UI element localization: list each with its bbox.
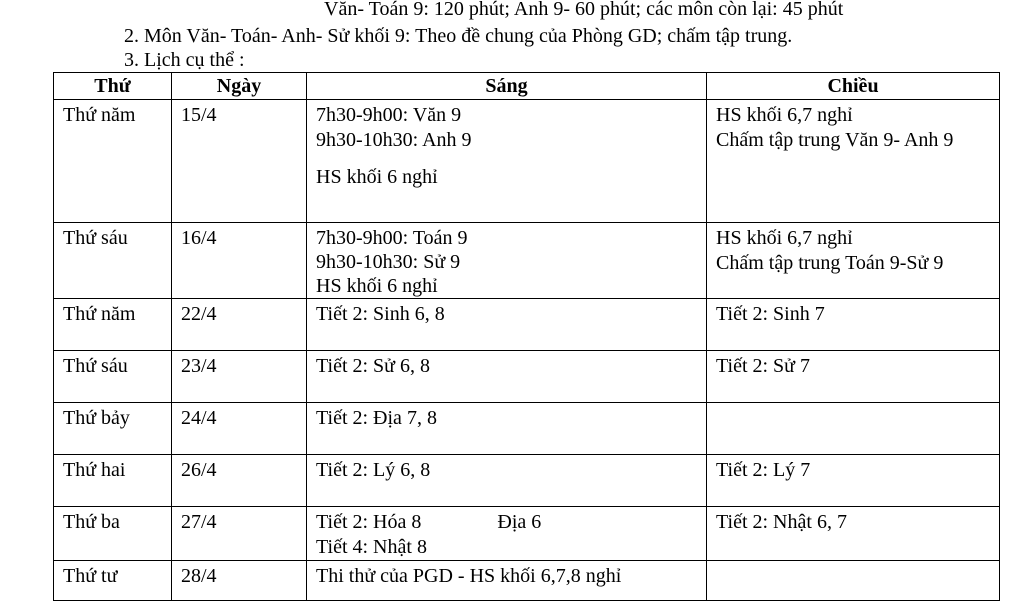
date-cell: 16/4 bbox=[172, 223, 307, 299]
afternoon-cell: Tiết 2: Lý 7 bbox=[707, 455, 1000, 507]
day-cell: Thứ tư bbox=[54, 561, 172, 601]
day-cell: Thứ hai bbox=[54, 455, 172, 507]
afternoon-cell: HS khối 6,7 nghỉ Chấm tập trung Toán 9-Sử 9 bbox=[707, 223, 1000, 299]
afternoon-cell bbox=[707, 561, 1000, 601]
morning-cell: Tiết 2: Lý 6, 8 bbox=[307, 455, 707, 507]
table-row bbox=[54, 351, 1000, 403]
morning-cell: Tiết 2: Sinh 6, 8 bbox=[307, 299, 707, 351]
day-cell: Thứ năm bbox=[54, 299, 172, 351]
morning-cell: Tiết 2: Hóa 8 Địa 6 Tiết 4: Nhật 8 bbox=[307, 507, 707, 561]
afternoon-cell: Tiết 2: Sử 7 bbox=[707, 351, 1000, 403]
header-day: Thứ bbox=[54, 73, 172, 100]
morning-cell: Thi thử của PGD - HS khối 6,7,8 nghỉ bbox=[307, 561, 707, 601]
date-cell: 26/4 bbox=[172, 455, 307, 507]
afternoon-cell bbox=[707, 403, 1000, 455]
day-cell: Thứ năm bbox=[54, 100, 172, 223]
date-cell: 27/4 bbox=[172, 507, 307, 561]
table-row bbox=[54, 507, 1000, 561]
table-row bbox=[54, 223, 1000, 299]
date-cell: 28/4 bbox=[172, 561, 307, 601]
afternoon-cell: Tiết 2: Sinh 7 bbox=[707, 299, 1000, 351]
schedule-table bbox=[53, 72, 1000, 601]
date-cell: 23/4 bbox=[172, 351, 307, 403]
morning-cell: 7h30-9h00: Văn 9 9h30-10h30: Anh 9 HS khối 6 nghỉ bbox=[307, 100, 707, 223]
table-row bbox=[54, 299, 1000, 351]
day-cell: Thứ sáu bbox=[54, 351, 172, 403]
date-cell: 22/4 bbox=[172, 299, 307, 351]
header-morning: Sáng bbox=[307, 73, 707, 100]
day-cell: Thứ ba bbox=[54, 507, 172, 561]
day-cell: Thứ sáu bbox=[54, 223, 172, 299]
table-row bbox=[54, 455, 1000, 507]
header-row bbox=[54, 73, 1000, 100]
table-row bbox=[54, 403, 1000, 455]
note-line-2: 2. Môn Văn- Toán- Anh- Sử khối 9: Theo đề chung của Phòng GD; chấm tập trung. bbox=[124, 25, 793, 47]
exam-duration-line: Văn- Toán 9: 120 phút; Anh 9- 60 phút; các môn còn lại: 45 phút bbox=[324, 0, 844, 20]
afternoon-cell: Tiết 2: Nhật 6, 7 bbox=[707, 507, 1000, 561]
header-afternoon: Chiều bbox=[707, 73, 1000, 100]
table-row bbox=[54, 100, 1000, 223]
date-cell: 24/4 bbox=[172, 403, 307, 455]
header-date: Ngày bbox=[172, 73, 307, 100]
day-cell: Thứ bảy bbox=[54, 403, 172, 455]
afternoon-cell: HS khối 6,7 nghỉ Chấm tập trung Văn 9- Anh 9 bbox=[707, 100, 1000, 223]
table-row bbox=[54, 561, 1000, 601]
morning-cell: 7h30-9h00: Toán 9 9h30-10h30: Sử 9 HS khối 6 nghỉ bbox=[307, 223, 707, 299]
morning-cell: Tiết 2: Địa 7, 8 bbox=[307, 403, 707, 455]
note-line-3: 3. Lịch cụ thể : bbox=[124, 49, 245, 71]
date-cell: 15/4 bbox=[172, 100, 307, 223]
morning-cell: Tiết 2: Sử 6, 8 bbox=[307, 351, 707, 403]
